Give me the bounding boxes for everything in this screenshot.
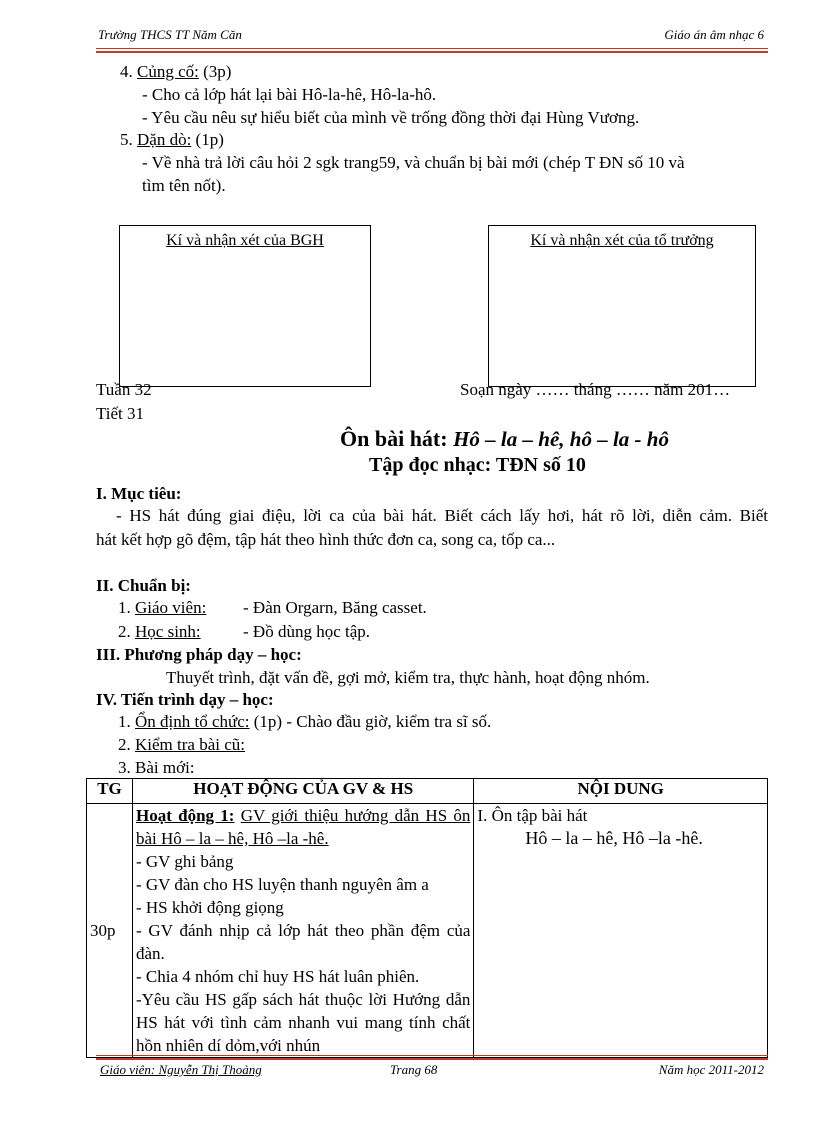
consolidate-num: 4. [120,62,133,81]
table-header-content: NỘI DUNG [474,779,768,804]
lesson-title-prefix: Ôn bài hát: [340,426,448,451]
table-header-time: TG [87,779,133,804]
consolidate-label: Củng cố: [137,62,199,81]
prep-teacher [118,598,206,618]
prep-date: Soạn ngày …… tháng …… năm 201… [460,380,731,399]
table-header-activity: HOẠT ĐỘNG CỦA GV & HS [132,779,473,804]
footer-page: Trang 68 [390,1062,438,1077]
method-heading: III. Phương pháp dạy – học: [96,645,302,664]
table-cell-activity [132,804,473,1058]
lesson-table [86,778,768,1058]
process-step-2-label: Kiểm tra bài cũ: [135,735,245,754]
process-step-1-rest: (1p) - Chào đầu giờ, kiểm tra sĩ số. [253,712,492,731]
bgh-signature-box [119,225,371,387]
content-line-1: I. Ôn tập bài hát [477,806,588,825]
consolidate-item-2: - Yêu cầu nêu sự hiểu biết của mình về trống đồng thời đại Hùng Vương. [142,108,640,127]
process-heading: IV. Tiến trình dạy – học: [96,690,274,709]
team-leader-signature-box [488,225,756,387]
team-leader-signature-title: Kí và nhận xét của tổ trưởng [530,232,714,249]
activity-line-3: - HS khởi động giọng [135,898,284,917]
homework-line-2: tìm tên nốt). [142,176,226,195]
process-step-2 [118,735,245,755]
activity-line-6: -Yêu cầu HS gấp sách hát thuộc lời Hướng dẫn HS hát với tình cảm nhanh vui mang tính chất hồn nhiên dí dỏm,với nhún [135,990,471,1055]
prep-teacher-label: Giáo viên: [135,598,207,617]
activity-line-2: - GV đàn cho HS luyện thanh nguyên âm a [135,875,429,894]
week-label: Tuần 32 [96,380,152,399]
homework-num: 5. [120,130,133,149]
lesson-title [340,426,669,452]
process-step-3: 3. Bài mới: [118,758,195,777]
activity-title-rest: GV giới thiệu hướng dẫn HS ôn bài Hô – la – hê, Hô –la -hê. [135,806,471,848]
prep-student [118,622,201,642]
header-rule [96,48,768,53]
consolidate-item-1: - Cho cả lớp hát lại bài Hô-la-hê, Hô-la-hô. [142,85,437,104]
process-step-1-label: Ổn định tổ chức: [135,712,250,731]
lesson-subtitle: Tập đọc nhạc: TĐN số 10 [369,454,586,476]
objectives-line-1: - HS hát đúng giai điệu, lời ca của bài hát. Biết cách lấy hơi, hát rõ lời, diễn cảm. Biết [116,506,768,525]
prep-heading: II. Chuẩn bị: [96,576,191,595]
activity-title: Hoạt động 1: [135,806,235,825]
table-header-row [87,779,768,804]
objectives-heading: I. Mục tiêu: [96,484,182,503]
header-subject: Giáo án âm nhạc 6 [664,27,764,42]
table-row [87,804,768,1058]
method-text: Thuyết trình, đặt vấn đề, gợi mở, kiểm tra, thực hành, hoạt động nhóm. [166,668,650,687]
prep-student-value: - Đồ dùng học tập. [243,622,371,641]
homework-time: (1p) [195,130,224,149]
prep-student-label: Học sinh: [135,622,201,641]
activity-line-1: - GV ghi bảng [135,852,234,871]
footer-teacher [100,1062,262,1078]
content-line-2: Hô – la – hê, Hô –la -hê. [525,828,703,848]
homework-line-1: - Về nhà trả lời câu hỏi 2 sgk trang59, và chuẩn bị bài mới (chép T ĐN số 10 và [142,153,685,172]
objectives-line-2: hát kết hợp gõ đệm, tập hát theo hình thức đơn ca, song ca, tốp ca... [96,530,556,549]
prep-student-num: 2. [118,622,131,641]
process-step-2-num: 2. [118,735,131,754]
consolidate-heading [120,62,231,82]
bgh-signature-title: Kí và nhận xét của BGH [166,232,324,249]
table-cell-time: 30p [87,804,133,1058]
process-step-1 [118,712,491,732]
homework-label: Dặn dò: [137,130,192,149]
table-cell-content [474,804,768,1058]
consolidate-time: (3p) [203,62,232,81]
footer-year: Năm học 2011-2012 [658,1062,764,1077]
header-school: Trường THCS TT Năm Căn [98,27,242,42]
footer-teacher-text: Giáo viên: Nguyễn Thị Thoảng [100,1062,262,1077]
activity-line-4: - GV đánh nhịp cả lớp hát theo phần đệm của đàn. [135,921,471,963]
activity-line-5: - Chia 4 nhóm chỉ huy HS hát luân phiên. [135,967,420,986]
process-step-1-num: 1. [118,712,131,731]
lesson-title-song: Hô – la – hê, hô – la - hô [453,427,669,451]
footer-rule [96,1055,768,1060]
period-label: Tiết 31 [96,404,145,423]
prep-teacher-value: - Đàn Orgarn, Băng casset. [243,598,427,617]
prep-teacher-num: 1. [118,598,131,617]
homework-heading [120,130,224,150]
